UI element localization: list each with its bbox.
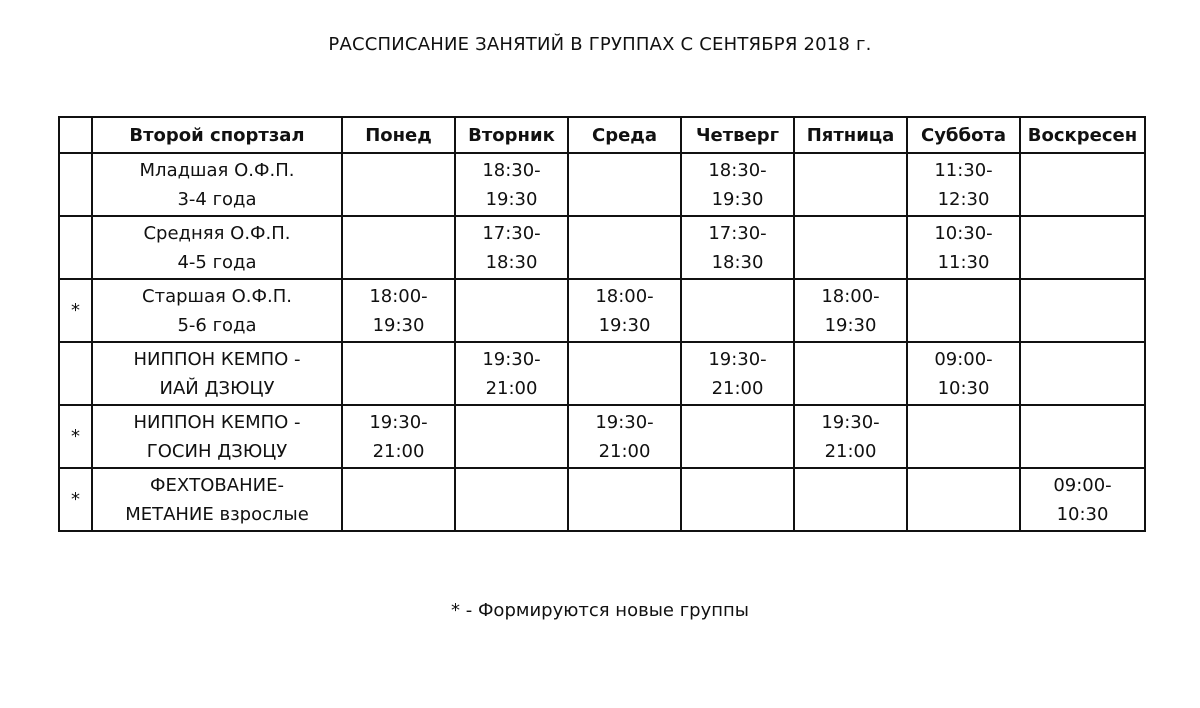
time-line: 19:30- [821, 411, 880, 433]
time-cell-thursday [681, 279, 794, 342]
time-cell-monday [342, 153, 455, 216]
schedule-table [58, 116, 1146, 532]
time-cell-sunday [1020, 468, 1145, 531]
header-cell-thursday: Четверг [681, 117, 794, 153]
time-cell-wednesday [568, 279, 681, 342]
table-row [59, 279, 1145, 342]
group-name-line: НИППОН КЕМПО - [133, 411, 301, 433]
time-cell-sunday [1020, 405, 1145, 468]
time-line: 18:30 [711, 251, 764, 273]
schedule-body [59, 153, 1145, 531]
group-name-line: Младшая О.Ф.П. [139, 159, 295, 181]
group-name-cell [92, 153, 342, 216]
time-cell-tuesday [455, 279, 568, 342]
group-name-line: 5-6 года [177, 314, 257, 336]
time-cell-thursday [681, 468, 794, 531]
table-row [59, 468, 1145, 531]
time-cell-tuesday [455, 405, 568, 468]
group-name-cell [92, 342, 342, 405]
time-line: 19:30 [824, 314, 877, 336]
header-cell-tuesday: Вторник [455, 117, 568, 153]
group-name-line: ИАЙ ДЗЮЦУ [159, 377, 275, 399]
time-cell-wednesday [568, 468, 681, 531]
time-line: 18:30 [485, 251, 538, 273]
new-group-mark [59, 216, 92, 279]
time-cell-friday [794, 405, 907, 468]
time-line: 19:30- [369, 411, 428, 433]
header-cell-wednesday: Среда [568, 117, 681, 153]
time-cell-saturday [907, 279, 1020, 342]
time-line: 21:00 [711, 377, 764, 399]
time-line: 19:30 [711, 188, 764, 210]
time-cell-friday [794, 342, 907, 405]
time-cell-thursday [681, 405, 794, 468]
time-cell-wednesday [568, 153, 681, 216]
time-cell-tuesday [455, 468, 568, 531]
time-line: 17:30- [482, 222, 541, 244]
time-cell-wednesday [568, 216, 681, 279]
footnote: * - Формируются новые группы [451, 600, 749, 621]
time-line: 19:30 [372, 314, 425, 336]
time-line: 21:00 [824, 440, 877, 462]
header-cell-sunday: Воскресен [1020, 117, 1145, 153]
new-group-mark: * [59, 468, 92, 531]
time-line: 11:30 [937, 251, 990, 273]
group-name-line: 4-5 года [177, 251, 257, 273]
time-cell-saturday [907, 405, 1020, 468]
time-line: 19:30- [708, 348, 767, 370]
group-name-line: МЕТАНИЕ взрослые [125, 503, 309, 525]
time-cell-saturday [907, 216, 1020, 279]
time-line: 12:30 [937, 188, 990, 210]
time-line: 17:30- [708, 222, 767, 244]
group-name-cell [92, 216, 342, 279]
time-line: 10:30 [1056, 503, 1109, 525]
new-group-mark [59, 342, 92, 405]
header-cell-monday: Понед [342, 117, 455, 153]
time-line: 18:30- [708, 159, 767, 181]
header-cell-mark [59, 117, 92, 153]
table-row [59, 153, 1145, 216]
time-line: 21:00 [372, 440, 425, 462]
time-line: 10:30- [934, 222, 993, 244]
header-cell-saturday: Суббота [907, 117, 1020, 153]
time-line: 18:00- [595, 285, 654, 307]
time-line: 11:30- [934, 159, 993, 181]
time-cell-friday [794, 279, 907, 342]
time-cell-wednesday [568, 405, 681, 468]
table-row [59, 216, 1145, 279]
time-cell-sunday [1020, 279, 1145, 342]
time-cell-thursday [681, 216, 794, 279]
group-name-line: ГОСИН ДЗЮЦУ [146, 440, 288, 462]
time-cell-friday [794, 216, 907, 279]
group-name-line: Старшая О.Ф.П. [142, 285, 292, 307]
page-title: РАССПИСАНИЕ ЗАНЯТИЙ В ГРУППАХ С СЕНТЯБРЯ 2018 г. [328, 34, 872, 55]
time-line: 09:00- [934, 348, 993, 370]
time-cell-saturday [907, 468, 1020, 531]
time-line: 18:00- [369, 285, 428, 307]
time-line: 21:00 [598, 440, 651, 462]
time-cell-sunday [1020, 216, 1145, 279]
group-name-line: Средняя О.Ф.П. [143, 222, 291, 244]
group-name-line: ФЕХТОВАНИЕ- [150, 474, 284, 496]
time-cell-tuesday [455, 216, 568, 279]
time-cell-thursday [681, 342, 794, 405]
time-line: 09:00- [1053, 474, 1112, 496]
time-cell-monday [342, 468, 455, 531]
time-line: 18:00- [821, 285, 880, 307]
header-cell-hall: Второй спортзал [92, 117, 342, 153]
time-cell-wednesday [568, 342, 681, 405]
new-group-mark [59, 153, 92, 216]
group-name-cell [92, 468, 342, 531]
time-cell-thursday [681, 153, 794, 216]
time-cell-sunday [1020, 153, 1145, 216]
time-cell-friday [794, 468, 907, 531]
group-name-line: НИППОН КЕМПО - [133, 348, 301, 370]
time-line: 19:30 [598, 314, 651, 336]
new-group-mark: * [59, 279, 92, 342]
time-cell-saturday [907, 153, 1020, 216]
time-line: 10:30 [937, 377, 990, 399]
time-line: 18:30- [482, 159, 541, 181]
header-cell-friday: Пятница [794, 117, 907, 153]
time-cell-monday [342, 279, 455, 342]
time-cell-tuesday [455, 342, 568, 405]
time-cell-tuesday [455, 153, 568, 216]
time-line: 19:30- [595, 411, 654, 433]
table-row [59, 405, 1145, 468]
time-line: 21:00 [485, 377, 538, 399]
time-cell-monday [342, 216, 455, 279]
time-cell-saturday [907, 342, 1020, 405]
time-line: 19:30 [485, 188, 538, 210]
group-name-cell [92, 405, 342, 468]
group-name-line: 3-4 года [177, 188, 257, 210]
time-line: 19:30- [482, 348, 541, 370]
group-name-cell [92, 279, 342, 342]
new-group-mark: * [59, 405, 92, 468]
header-row [59, 117, 1145, 153]
time-cell-sunday [1020, 342, 1145, 405]
time-cell-friday [794, 153, 907, 216]
time-cell-monday [342, 405, 455, 468]
time-cell-monday [342, 342, 455, 405]
table-row [59, 342, 1145, 405]
